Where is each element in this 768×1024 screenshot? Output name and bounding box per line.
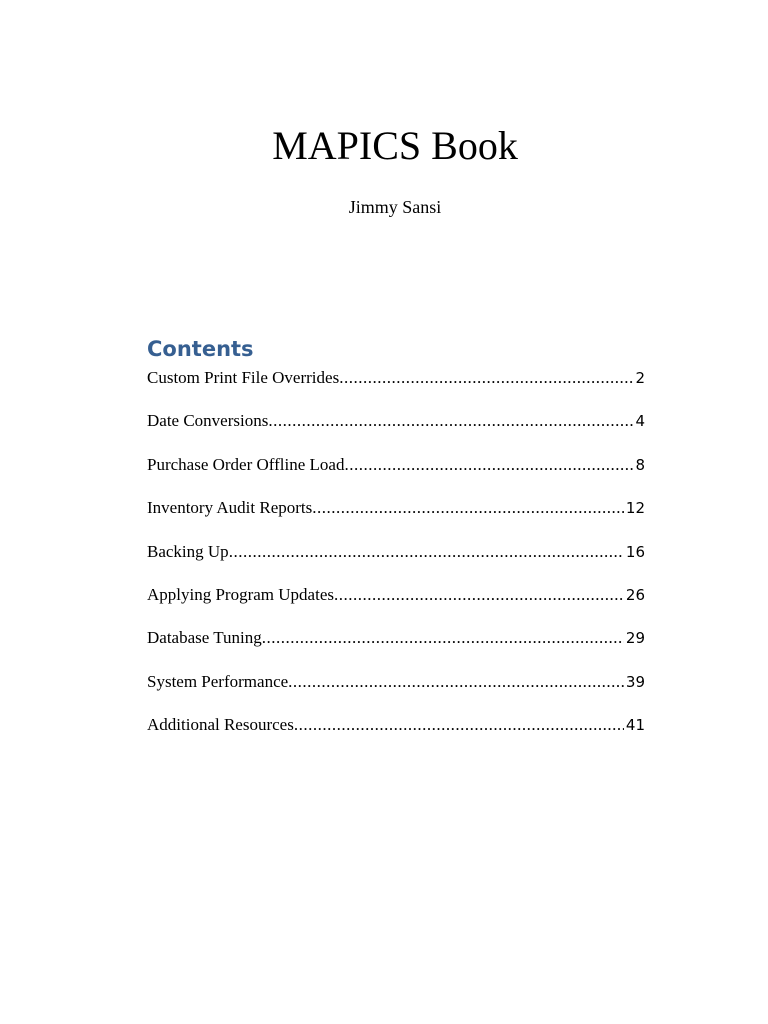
toc-entry-label: Inventory Audit Reports [147, 498, 313, 518]
toc-entry[interactable] [147, 583, 645, 626]
toc-dot-leader [288, 670, 624, 694]
toc-entry[interactable] [147, 713, 645, 756]
toc-dot-leader [294, 713, 624, 737]
toc-entry-page: 2 [635, 369, 645, 387]
toc-entry-label: Database Tuning [147, 628, 262, 648]
toc-dot-leader [229, 540, 624, 564]
toc-entry-label: System Performance [147, 671, 289, 691]
toc-entry-label: Additional Resources [147, 715, 294, 735]
toc-dot-leader [312, 496, 624, 520]
toc-entry-page: 26 [625, 585, 645, 604]
toc-entry-page: 8 [635, 455, 645, 474]
toc-entry-page: 16 [625, 542, 645, 561]
document-title: MAPICS Book [272, 123, 518, 168]
toc-entry-page: 12 [625, 499, 645, 518]
toc-entry-label: Backing Up [147, 541, 229, 561]
toc-entry-label: Applying Program Updates [147, 584, 334, 604]
toc-entry-label: Custom Print File Overrides [147, 368, 340, 387]
document-author: Jimmy Sansi [348, 197, 442, 217]
toc-heading: Contents [147, 337, 254, 361]
toc-dot-leader [334, 583, 624, 607]
toc-entry[interactable] [147, 453, 645, 496]
toc-entry-page: 41 [625, 716, 645, 735]
toc-entry[interactable] [147, 366, 645, 409]
toc-dot-leader [339, 366, 633, 390]
toc-entry-page: 4 [635, 412, 645, 431]
table-of-contents [147, 366, 645, 757]
toc-dot-leader [344, 453, 633, 477]
toc-entry[interactable] [147, 409, 645, 452]
toc-dot-leader [268, 409, 633, 433]
toc-entry[interactable] [147, 496, 645, 539]
toc-entry-page: 39 [625, 672, 645, 691]
toc-entry[interactable] [147, 540, 645, 583]
toc-dot-leader [262, 626, 624, 650]
toc-entry-page: 29 [625, 629, 645, 648]
toc-entry[interactable] [147, 670, 645, 713]
toc-entry-label: Purchase Order Offline Load [147, 454, 345, 474]
toc-entry-label: Date Conversions [147, 411, 269, 431]
toc-entry[interactable] [147, 626, 645, 669]
